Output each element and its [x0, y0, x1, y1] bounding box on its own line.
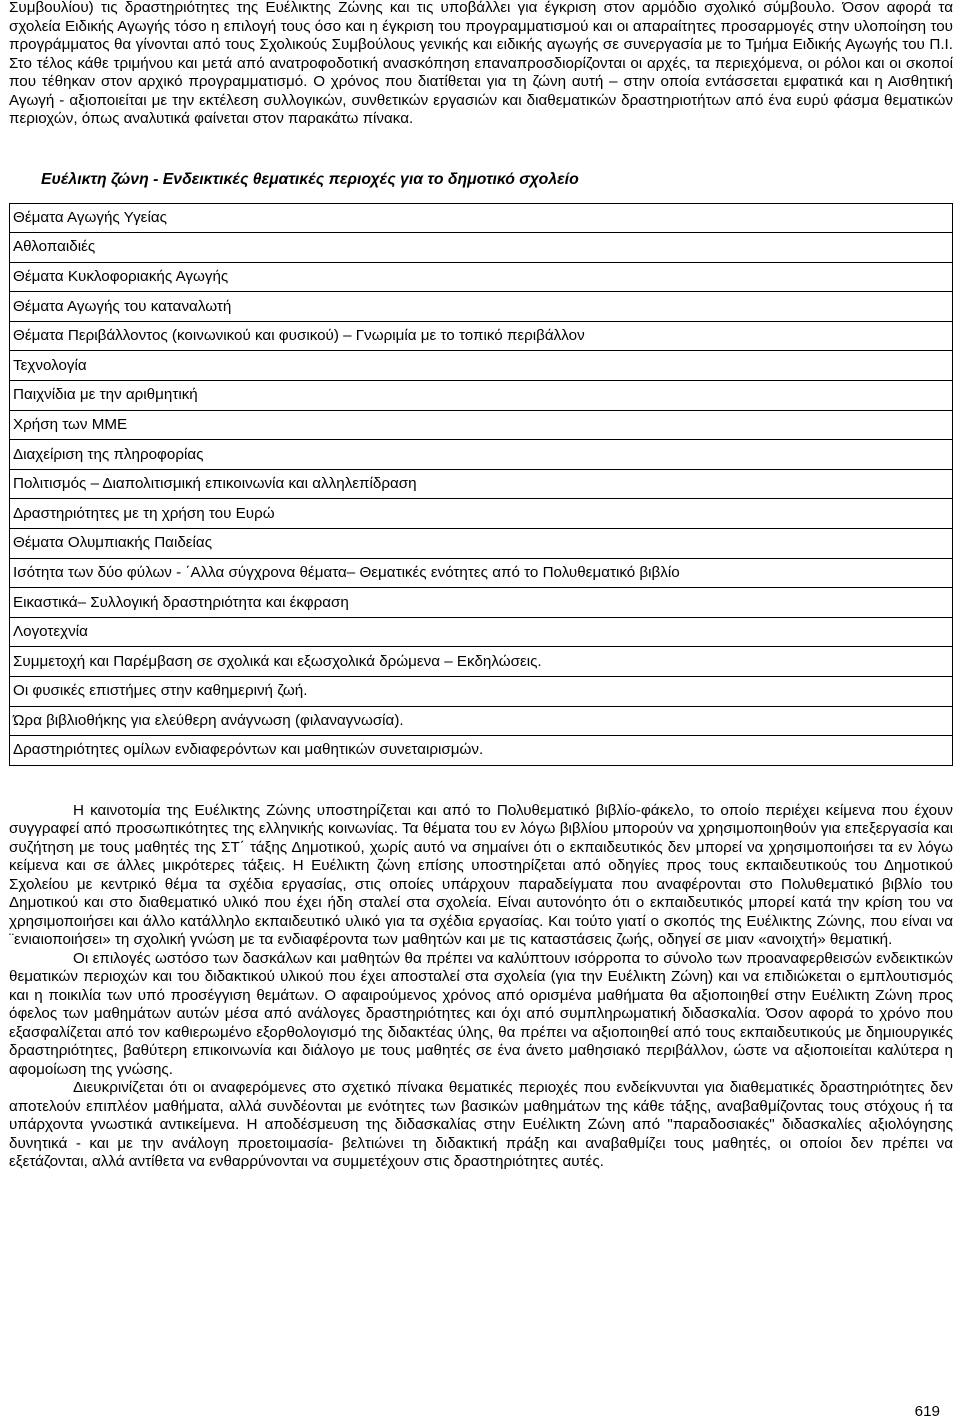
theme-cell: Πολιτισμός – Διαπολιτισμική επικοινωνία και αλληλεπίδραση: [10, 469, 953, 499]
table-row: [10, 262, 953, 292]
table-row: [10, 558, 953, 588]
theme-cell: Λογοτεχνία: [10, 617, 953, 647]
table-row: [10, 736, 953, 766]
table-row: [10, 499, 953, 529]
table-row: [10, 351, 953, 381]
table-row: [10, 440, 953, 470]
table-row: [10, 469, 953, 499]
theme-cell: Θέματα Αγωγής Υγείας: [13, 208, 167, 226]
theme-cell: Παιχνίδια με την αριθμητική: [10, 381, 953, 411]
theme-cell: Χρήση των ΜΜΕ: [10, 410, 953, 440]
theme-cell: Αθλοπαιδιές: [10, 233, 953, 263]
theme-cell: Ώρα βιβλιοθήκης για ελεύθερη ανάγνωση (φιλαναγνωσία).: [10, 706, 953, 736]
theme-cell: Διαχείριση της πληροφορίας: [10, 440, 953, 470]
theme-cell: Δραστηριότητες με τη χρήση του Ευρώ: [10, 499, 953, 529]
table-title: Ευέλικτη ζώνη - Ενδεικτικές θεματικές περιοχές για το δημοτικό σχολείο: [41, 170, 579, 188]
table-row: [10, 292, 953, 322]
theme-cell: Τεχνολογία: [10, 351, 953, 381]
theme-cell: Θέματα Ολυμπιακής Παιδείας: [10, 529, 953, 559]
theme-cell: Θέματα Περιβάλλοντος (κοινωνικού και φυσικού) – Γνωριμία με το τοπικό περιβάλλον: [10, 321, 953, 351]
table-row: [10, 381, 953, 411]
theme-cell: Θέματα Αγωγής του καταναλωτή: [10, 292, 953, 322]
theme-cell: Ισότητα των δύο φύλων - ΄Αλλα σύγχρονα θέματα– Θεματικές ενότητες από το Πολυθεματικό βιβλίο: [10, 558, 953, 588]
table-row: [10, 588, 953, 618]
intro-paragraph: Συμβουλίου) τις δραστηριότητες της Ευέλικτης Ζώνης και τις υποβάλλει για έγκριση στον αρμόδιο σχολικό σύμβουλο. Όσον αφορά τα σχολεία Ειδικής Αγωγής τόσο η επιλογή τους όσο και η έγκριση του προγραμματισμού και οι απαραίτητες προσαρμογές στην υλοποίηση του προγράμματος θα γίνονται από τους Σχολικούς Συμβούλους γενικής και ειδικής αγωγής σε συνεργασία με το Τμήμα Ειδικής Αγωγής του Π.Ι. Στο τέλος κάθε τριμήνου και μετά από ανατροφοδοτική ανασκόπηση επαναπροσδιορίζονται οι αρχές, τα περιεχόμενα, οι ρόλοι και οι σκοποί που τέθηκαν στον αρχικό προγραμματισμό. Ο χρόνος που διατίθεται για τη ζώνη αυτή – στην οποία εντάσσεται εμφατικά και η Αισθητική Αγωγή - αξιοποιείται με την εκτέλεση συλλογικών, συνθετικών εργασιών και διαθεματικών δραστηριοτήτων από ένα ευρύ φάσμα θεματικών περιοχών, όπως αναλυτικά φαίνεται στον παρακάτω πίνακα.: [9, 0, 953, 127]
themes-table: [9, 203, 953, 766]
theme-cell: Οι φυσικές επιστήμες στην καθημερινή ζωή.: [10, 677, 953, 707]
table-row: [10, 677, 953, 707]
innovation-paragraph: Η καινοτομία της Ευέλικτης Ζώνης υποστηρίζεται και από το Πολυθεματικό βιβλίο-φάκελο, το οποίο περιέχει κείμενα που έχουν συγγραφεί από προσωπικότητες της ελληνικής κοινωνίας. Τα θέματα του εν λόγω βιβλίου μπορούν να χρησιμοποιηθούν για επεξεργασία και συζήτηση με τους μαθητές της ΣΤ΄ τάξης Δημοτικού, χωρίς αυτό να σημαίνει ότι ο εκπαιδευτικός δεν μπορεί να χρησιμοποιήσει τα εν λόγω κείμενα και σε άλλες μικρότερες τάξεις. Η Ευέλικτη ζώνη επίσης υποστηρίζεται από οδηγίες προς τους εκπαιδευτικούς του Δημοτικού Σχολείου με κεντρικό θέμα τα σχέδια εργασίας, στις οποίες υπάρχουν παραδείγματα που αναφέρονται στο Πολυθεματικό βιβλίο του Δημοτικού και στο διαθεματικό υλικό που έχει ήδη σταλεί στα σχολεία. Είναι αυτονόητο ότι ο εκπαιδευτικός μπορεί κατά την κρίση του να χρησιμοποιήσει και άλλο κατάλληλο εκπαιδευτικό υλικό για τα σχέδια εργασίας. Και τούτο γιατί ο σκοπός της Ευέλικτης Ζώνης, που είναι να ¨ενιαιοποιήσει» τη σχολική γνώση με τα ενδιαφέροντα των μαθητών και με τις καταστάσεις ζωής, οδηγεί σε μιαν «ανοιχτή» θεματική.: [9, 801, 953, 949]
table-row: [10, 233, 953, 263]
clarification-paragraph: Διευκρινίζεται ότι οι αναφερόμενες στο σχετικό πίνακα θεματικές περιοχές που ενδείκνυνται για διαθεματικές δραστηριότητες δεν αποτελούν επιπλέον μαθήματα, αλλά συνδέονται με ενότητες των βασικών μαθημάτων της κάθε τάξης, αναβαθμίζοντας τους στόχους ή τα υπάρχοντα γνωστικά αντικείμενα. Η αποδέσμευση της διδασκαλίας στην Ευέλικτη Ζώνη από "παραδοσιακές" διδασκαλίες αξιολόγησης δυνητικά - και με την ανάλογη προετοιμασία- βελτιώνει τη διδακτική πράξη και αναβαθμίζει τους μαθητές, οι οποίοι δεν πρέπει να εξετάζονται, αλλά αντίθετα να ενθαρρύνονται να συμμετέχουν στις δραστηριότητες αυτές.: [9, 1079, 953, 1171]
table-row: [10, 410, 953, 440]
table-row: [10, 647, 953, 677]
theme-cell: Δραστηριότητες ομίλων ενδιαφερόντων και μαθητικών συνεταιρισμών.: [10, 736, 953, 766]
theme-cell: Θέματα Κυκλοφοριακής Αγωγής: [10, 262, 953, 292]
table-row: [10, 529, 953, 559]
theme-cell: Συμμετοχή και Παρέμβαση σε σχολικά και εξωσχολικά δρώμενα – Εκδηλώσεις.: [10, 647, 953, 677]
table-row: [10, 203, 953, 233]
page-number: 619: [914, 1402, 940, 1420]
table-row: [10, 706, 953, 736]
table-row: [10, 617, 953, 647]
table-row: [10, 321, 953, 351]
choices-paragraph: Οι επιλογές ωστόσο των δασκάλων και μαθητών θα πρέπει να καλύπτουν ισόρροπα το σύνολο των προαναφερθεισών ενδεικτικών θεματικών περιοχών και του διδακτικού υλικού που έχει αποσταλεί στα σχολεία (για την Ευέλικτη Ζώνη) και να επιδιώκεται ο εμπλουτισμός και η ποικιλία των υπό προσέγγιση θεμάτων. Ο αφαιρούμενος χρόνος από ορισμένα μαθήματα θα αξιοποιηθεί στην Ευέλικτη Ζώνη προς όφελος των μαθημάτων αυτών μέσα από ανάλογες δραστηριότητες και όχι από συμπληρωματική διδασκαλία. Όσον αφορά το χρόνο που εξασφαλίζεται από τον καθιερωμένο εξορθολογισμό της διδακτέας ύλης, θα πρέπει να αξιοποιηθεί από τους εκπαιδευτικούς με δημιουργικές δραστηριότητες, βαθύτερη επικοινωνία και διάλογο με τους μαθητές σε ένα άνετο μαθησιακό περιβάλλον, ώστε να αξιοποιείται καλύτερα η αφομοίωση της γνώσης.: [9, 949, 953, 1078]
theme-cell: Εικαστικά– Συλλογική δραστηριότητα και έκφραση: [10, 588, 953, 618]
document-page: [9, 0, 953, 1172]
